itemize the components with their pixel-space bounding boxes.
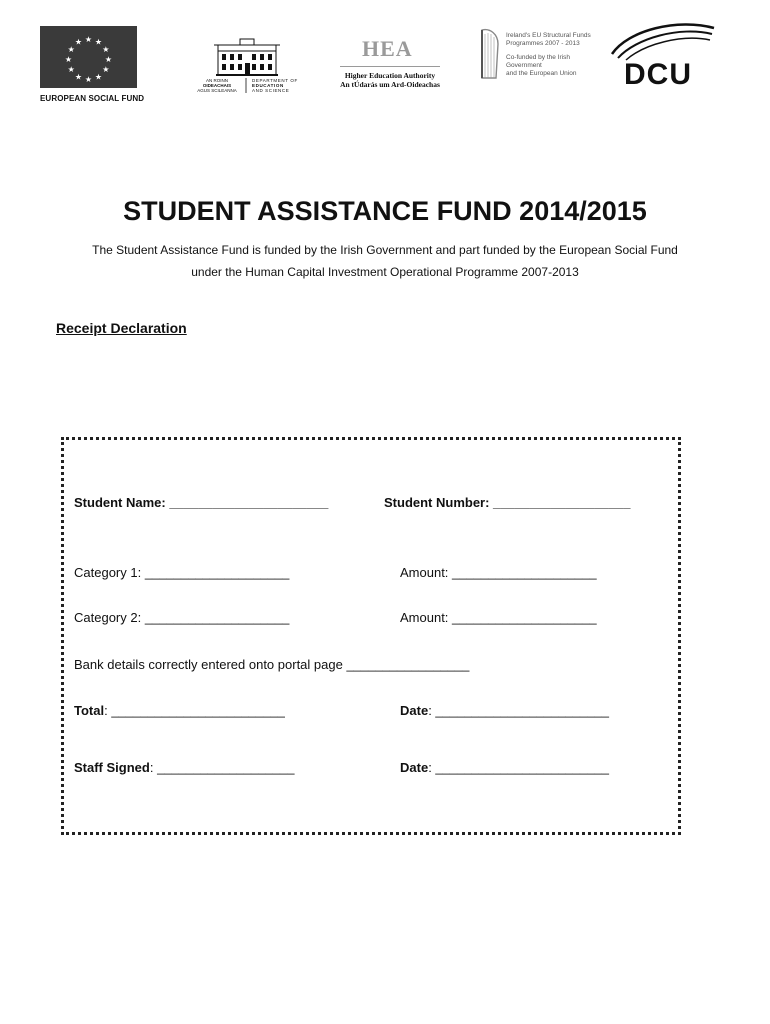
svg-text:★: ★: [94, 72, 103, 82]
staff-signed-line: : ___________________: [149, 760, 295, 775]
staff-signed-field[interactable]: [74, 760, 294, 775]
svg-text:★: ★: [67, 45, 75, 54]
date-field-1[interactable]: [400, 703, 609, 718]
svg-text:★: ★: [102, 45, 110, 54]
hea-divider: [340, 66, 440, 67]
svg-text:★: ★: [102, 65, 110, 74]
svg-text:★: ★: [64, 55, 73, 64]
student-number-field[interactable]: Student Number: ___________________: [384, 495, 631, 510]
total-field[interactable]: [74, 703, 285, 718]
section-heading: Receipt Declaration: [56, 320, 187, 336]
date-line-2: : ________________________: [428, 760, 609, 775]
department-name-english: DEPARTMENT OF EDUCATION AND SCIENCE: [252, 78, 298, 93]
svg-text:★: ★: [84, 35, 93, 44]
subtitle-line-1: The Student Assistance Fund is funded by the Irish Government and part funded by the European Social Fund: [92, 243, 678, 257]
date-field-2[interactable]: [400, 760, 609, 775]
staff-signed-label: Staff Signed: [74, 760, 150, 775]
total-line: : ________________________: [104, 703, 285, 718]
eu-stars-icon: [40, 26, 137, 88]
svg-text:★: ★: [94, 37, 103, 47]
amount-1-field[interactable]: Amount: ____________________: [400, 565, 597, 580]
esf-caption: EUROPEAN SOCIAL FUND: [40, 94, 145, 103]
svg-text:★: ★: [84, 75, 93, 84]
eu-flag-logo: [40, 26, 137, 88]
subtitle-line-2: under the Human Capital Investment Operational Programme 2007-2013: [191, 265, 579, 279]
dcu-logo-text: DCU: [624, 58, 692, 91]
category-2-field[interactable]: Category 2: ____________________: [74, 610, 290, 625]
bank-details-field[interactable]: Bank details correctly entered onto portal page _________________: [74, 657, 470, 672]
amount-2-field[interactable]: Amount: ____________________: [400, 610, 597, 625]
date-label-1: Date: [400, 703, 429, 718]
svg-text:★: ★: [74, 37, 83, 47]
document-title: STUDENT ASSISTANCE FUND 2014/2015: [123, 196, 647, 226]
harp-icon: [476, 26, 502, 82]
category-1-field[interactable]: Category 1: ____________________: [74, 565, 290, 580]
department-name-irish: AN ROINN OIDEACHAIS AGUS SCILEANNA: [197, 78, 237, 93]
date-label-2: Date: [400, 760, 429, 775]
total-label: Total: [74, 703, 105, 718]
svg-text:★: ★: [67, 65, 75, 74]
hea-name-irish: An tÚdarás um Ard-Oideachas: [340, 80, 440, 89]
hea-name-english: Higher Education Authority: [344, 71, 436, 80]
hea-logo-mark: HEA: [362, 36, 413, 61]
student-name-field[interactable]: Student Name: ______________________: [74, 495, 329, 510]
eu-structural-funds-text: Ireland's EU Structural Funds Programmes 2007 - 2013 Co-funded by the Irish Government and the European Union: [506, 32, 591, 77]
svg-text:★: ★: [74, 72, 83, 82]
svg-text:★: ★: [104, 55, 113, 64]
date-line-1: : ________________________: [428, 703, 609, 718]
